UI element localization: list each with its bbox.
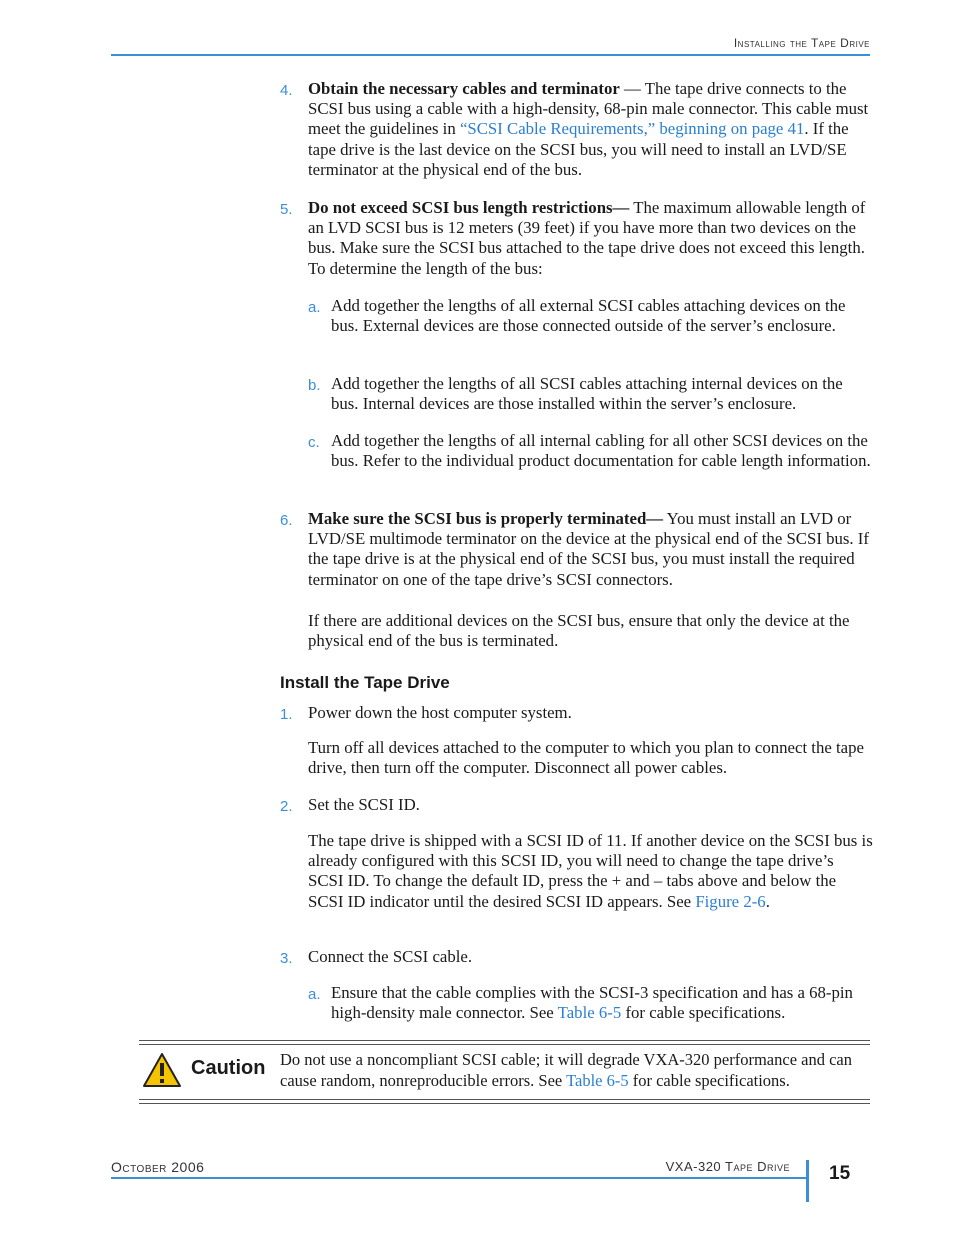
period: . xyxy=(765,891,770,911)
install-step-1: Power down the host computer system. xyxy=(308,703,572,722)
install-step-3: Connect the SCSI cable. xyxy=(308,947,473,966)
install-step-3a-end: for cable specifications. xyxy=(621,1003,786,1023)
caution-body: Do not use a noncompliant SCSI cable; it will degrade VXA-320 performance and can cause random, nonreproducible errors. See xyxy=(280,1050,852,1090)
warning-triangle-icon xyxy=(142,1052,182,1088)
step-4-text xyxy=(308,79,873,180)
substep-c-text: Add together the lengths of all internal cabling for all other SCSI devices on the bus. Refer to the individual product documentation for cable length information. xyxy=(331,431,871,471)
install-step-1-detail: Turn off all devices attached to the computer to which you plan to connect the tape drive, then turn off the computer. Disconnect all power cables. xyxy=(308,738,864,778)
substep-letter: a. xyxy=(308,299,321,316)
substep-b-text: Add together the lengths of all SCSI cables attaching internal devices on the bus. Internal devices are those installed within the server’s enclosure. xyxy=(331,374,843,414)
substep-letter: c. xyxy=(308,434,320,451)
step-number: 3. xyxy=(280,950,293,967)
section-heading: Install the Tape Drive xyxy=(280,673,450,692)
footer-product: VXA-320 Tape Drive xyxy=(665,1159,790,1174)
install-step-3a xyxy=(331,983,873,1023)
step-4-body-end: . If the tape drive is the last device on the SCSI bus, you will need to install an LVD/SE terminator at the physical end of the bus. xyxy=(308,119,849,179)
step-6-text xyxy=(308,509,873,590)
step-number: 2. xyxy=(280,798,293,815)
page-number: 15 xyxy=(829,1163,851,1184)
footer-rule xyxy=(111,1177,807,1179)
substep-a-text: Add together the lengths of all external SCSI cables attaching devices on the bus. External devices are those connected outside of the server’s enclosure. xyxy=(331,296,846,336)
step-4-body: — The tape drive connects to the SCSI bus using a cable with a high-density, 68-pin male connector. This cable must meet the guidelines in xyxy=(308,79,869,139)
caution-top-rule xyxy=(139,1040,870,1041)
footer-date: October 2006 xyxy=(111,1159,205,1175)
install-step-2-detail-text: The tape drive is shipped with a SCSI ID of 11. If another device on the SCSI bus is already configured with this SCSI ID, you will need to change the tape drive’s SCSI ID. To change the default ID, press the + and – tabs above and below the SCSI ID indicator until the desired SCSI ID appears. See xyxy=(308,831,873,911)
footer-vertical-rule xyxy=(806,1160,809,1202)
install-step-3a-text: Ensure that the cable complies with the SCSI-3 specification and has a 68-pin high-density male connector. See xyxy=(331,983,853,1023)
figure-2-6-link[interactable]: Figure 2-6 xyxy=(695,891,766,911)
step-number: 6. xyxy=(280,512,293,529)
caution-body-end: for cable specifications. xyxy=(628,1070,790,1090)
substep-letter: b. xyxy=(308,377,321,394)
header-rule xyxy=(111,54,870,56)
step-5-title: Do not exceed SCSI bus length restrictions— xyxy=(308,198,630,217)
install-step-2: Set the SCSI ID. xyxy=(308,795,420,814)
install-step-2-detail xyxy=(308,831,873,912)
table-6-5-link[interactable]: Table 6-5 xyxy=(557,1003,622,1023)
caution-label: Caution xyxy=(191,1057,266,1079)
step-5-body: The maximum allowable length of an LVD SCSI bus is 12 meters (39 feet) if you have more than two devices on the bus. Make sure the SCSI bus attached to the tape drive does not exceed this length. To determine the length of the bus: xyxy=(308,198,866,278)
substep-letter: a. xyxy=(308,986,321,1003)
step-number: 5. xyxy=(280,201,293,218)
caution-bottom-rule-2 xyxy=(139,1103,870,1104)
caution-top-rule-2 xyxy=(139,1044,870,1045)
running-header: Installing the Tape Drive xyxy=(733,36,870,50)
step-6-extra: If there are additional devices on the SCSI bus, ensure that only the device at the physical end of the bus is terminated. xyxy=(308,611,850,651)
caution-bottom-rule xyxy=(139,1099,870,1100)
step-6-body: You must install an LVD or LVD/SE multimode terminator on the device at the physical end of the SCSI bus. If the tape drive is at the physical end of the SCSI bus, you must install the required terminator on one of the tape drive’s SCSI connectors. xyxy=(308,509,869,589)
caution-text xyxy=(280,1050,872,1091)
caution-table-6-5-link[interactable]: Table 6-5 xyxy=(566,1070,629,1090)
scsi-cable-requirements-link[interactable]: “SCSI Cable Requirements,” beginning on page 41 xyxy=(459,119,805,139)
step-5-text xyxy=(308,198,873,279)
step-number: 4. xyxy=(280,82,293,99)
step-6-title: Make sure the SCSI bus is properly terminated— xyxy=(308,509,664,528)
step-number: 1. xyxy=(280,706,293,723)
step-4-title: Obtain the necessary cables and terminator xyxy=(308,79,620,98)
